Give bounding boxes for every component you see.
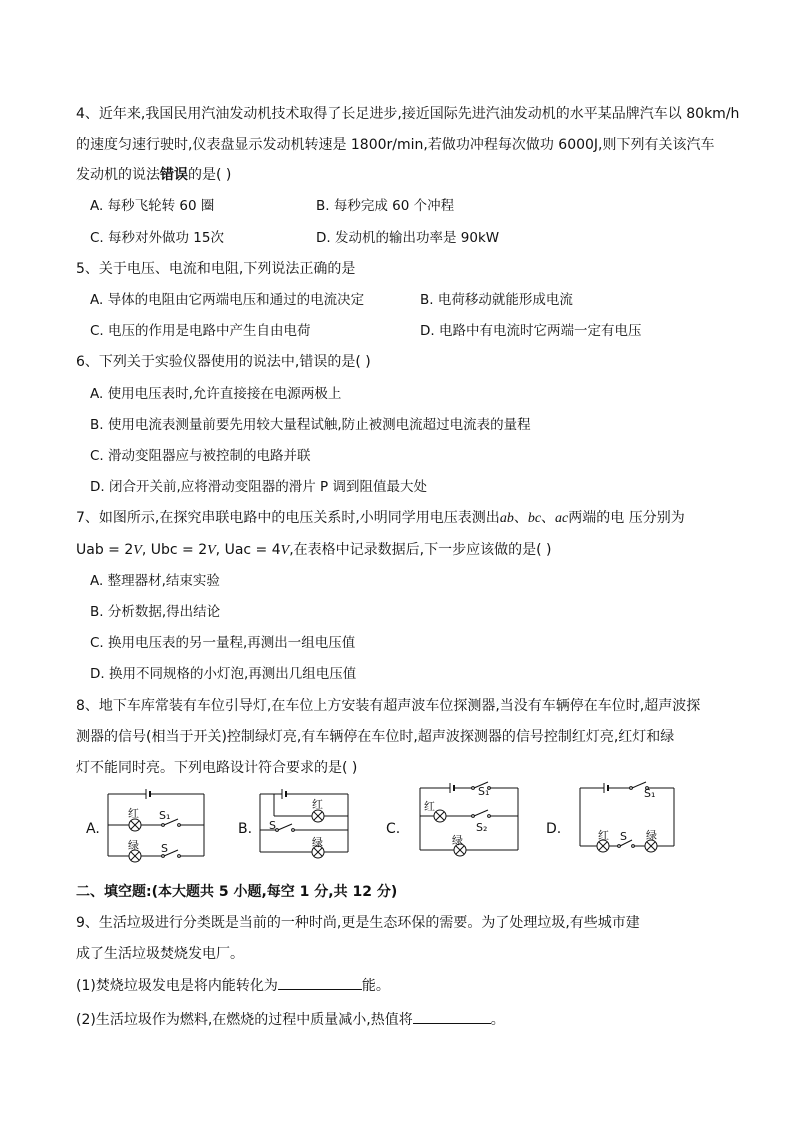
q9-part1-pre: (1)焚烧垃圾发电是将内能转化为 (76, 978, 278, 994)
q8-line3: 灯不能同时亮。下列电路设计符合要求的是( ) (76, 760, 358, 776)
q9-part2-pre: (2)生活垃圾作为燃料,在燃烧的过程中质量减小,热值将 (76, 1012, 413, 1028)
circuit-d-s1: S₁ (644, 787, 656, 800)
q6-stem: 6、下列关于实验仪器使用的说法中,错误的是( ) (76, 354, 371, 370)
q6-option-b: B. 使用电流表测量前要先用较大量程试触,防止被测电流超过电流表的量程 (90, 417, 531, 433)
q4-option-b: B. 每秒完成 60 个冲程 (316, 198, 455, 214)
q8-line2: 测器的信号(相当于开关)控制绿灯亮,有车辆停在车位时,超声波探测器的信号控制红灯亮,红灯和绿 (76, 729, 675, 745)
circuit-c-diagram (414, 782, 524, 860)
circuit-a-s1: S₁ (159, 809, 171, 822)
q7-option-a: A. 整理器材,结束实验 (90, 573, 220, 589)
q4-emphasis: 错误 (160, 167, 188, 183)
circuit-c-red: 红 (424, 800, 435, 813)
q7-bc: bc (527, 511, 542, 526)
circuit-b-s: S (269, 819, 276, 832)
q5-stem: 5、关于电压、电流和电阻,下列说法正确的是 (76, 261, 356, 277)
q9-part2-post: 。 (490, 1012, 505, 1028)
q6-option-d: D. 闭合开关前,应将滑动变阻器的滑片 P 调到阻值最大处 (90, 479, 427, 495)
circuit-d-diagram (574, 782, 680, 858)
circuit-d-label: D. (546, 821, 562, 837)
circuit-b-label: B. (238, 821, 253, 837)
q6-option-c: C. 滑动变阻器应与被控制的电路并联 (90, 448, 311, 464)
circuit-b-green: 绿 (312, 836, 323, 849)
q9-line1: 9、生活垃圾进行分类既是当前的一种时尚,更是生态环保的需要。为了处理垃圾,有些城市建 (76, 915, 640, 931)
q4-line3-post: 的是( ) (188, 167, 232, 183)
q7-sep2: 、 (541, 510, 556, 526)
q7-line1-a: 7、如图所示,在探究串联电路中的电压关系时,小明同学用电压表测出 (76, 510, 500, 526)
circuit-a-s: S (161, 842, 168, 855)
q8-line1: 8、地下车库常装有车位引导灯,在车位上方安装有超声波车位探测器,当没有车辆停在车位时,超声波探 (76, 698, 701, 714)
q7-v1: V (133, 543, 142, 558)
q4-option-d: D. 发动机的输出功率是 90kW (316, 230, 500, 246)
circuit-a-diagram (100, 788, 212, 864)
q4-option-c: C. 每秒对外做功 15次 (90, 230, 224, 246)
circuit-a-red: 红 (128, 807, 139, 820)
q5-option-d: D. 电路中有电流时它两端一定有电压 (420, 323, 642, 339)
circuit-b-red: 红 (312, 798, 323, 811)
q9-part1 (76, 975, 390, 996)
section2-title: 二、填空题:(本大题共 5 小题,每空 1 分,共 12 分) (76, 884, 398, 900)
q7-sep1: 、 (513, 510, 528, 526)
q7-v2: V (207, 543, 216, 558)
circuit-a-label: A. (86, 821, 100, 837)
circuit-d-green: 绿 (646, 829, 657, 842)
q7-ab: ab (499, 511, 514, 526)
q9-part1-blank[interactable] (278, 975, 362, 990)
q7-option-b: B. 分析数据,得出结论 (90, 604, 221, 620)
circuit-c-green: 绿 (452, 834, 463, 847)
q7-uab: Uab = 2 (76, 542, 134, 558)
q9-part1-post: 能。 (361, 978, 390, 994)
q7-line1 (76, 508, 685, 529)
q4-line3-pre: 发动机的说法 (76, 167, 160, 183)
q4-option-a: A. 每秒飞轮转 60 圈 (90, 198, 215, 214)
q7-line1-b: 两端的电 压分别为 (568, 510, 685, 526)
q4-line1: 4、近年来,我国民用汽油发动机技术取得了长足进步,接近国际先进汽油发动机的水平某品牌汽车以 80km/h (76, 106, 740, 122)
circuit-d-red: 红 (598, 829, 609, 842)
q7-uac: , Uac = 4 (215, 542, 281, 558)
q4-line2: 的速度匀速行驶时,仪表盘显示发动机转速是 1800r/min,若做功冲程每次做功 6000J,则下列有关该汽车 (76, 137, 715, 153)
circuit-d-s: S (620, 830, 627, 843)
q4-line3 (76, 165, 231, 185)
q7-ubc: , Ubc = 2 (141, 542, 208, 558)
q7-ac: ac (555, 511, 569, 526)
circuit-c-label: C. (386, 821, 401, 837)
q9-line2: 成了生活垃圾焚烧发电厂。 (76, 946, 244, 962)
q9-part2-blank[interactable] (413, 1009, 491, 1024)
circuit-c-s1: S₁ (478, 785, 490, 798)
circuit-a-green: 绿 (128, 839, 139, 852)
q6-option-a: A. 使用电压表时,允许直接接在电源两极上 (90, 386, 342, 402)
circuit-c-s2: S₂ (476, 821, 488, 834)
q7-option-c: C. 换用电压表的另一量程,再测出一组电压值 (90, 635, 356, 651)
q7-v3: V (280, 543, 290, 558)
q7-line2 (76, 540, 551, 561)
q7-line2-tail: ,在表格中记录数据后,下一步应该做的是( ) (289, 542, 552, 558)
q9-part2 (76, 1009, 505, 1030)
q5-option-b: B. 电荷移动就能形成电流 (420, 292, 573, 308)
q5-option-c: C. 电压的作用是电路中产生自由电荷 (90, 323, 311, 339)
q5-option-a: A. 导体的电阻由它两端电压和通过的电流决定 (90, 292, 365, 308)
q7-option-d: D. 换用不同规格的小灯泡,再测出几组电压值 (90, 666, 357, 682)
